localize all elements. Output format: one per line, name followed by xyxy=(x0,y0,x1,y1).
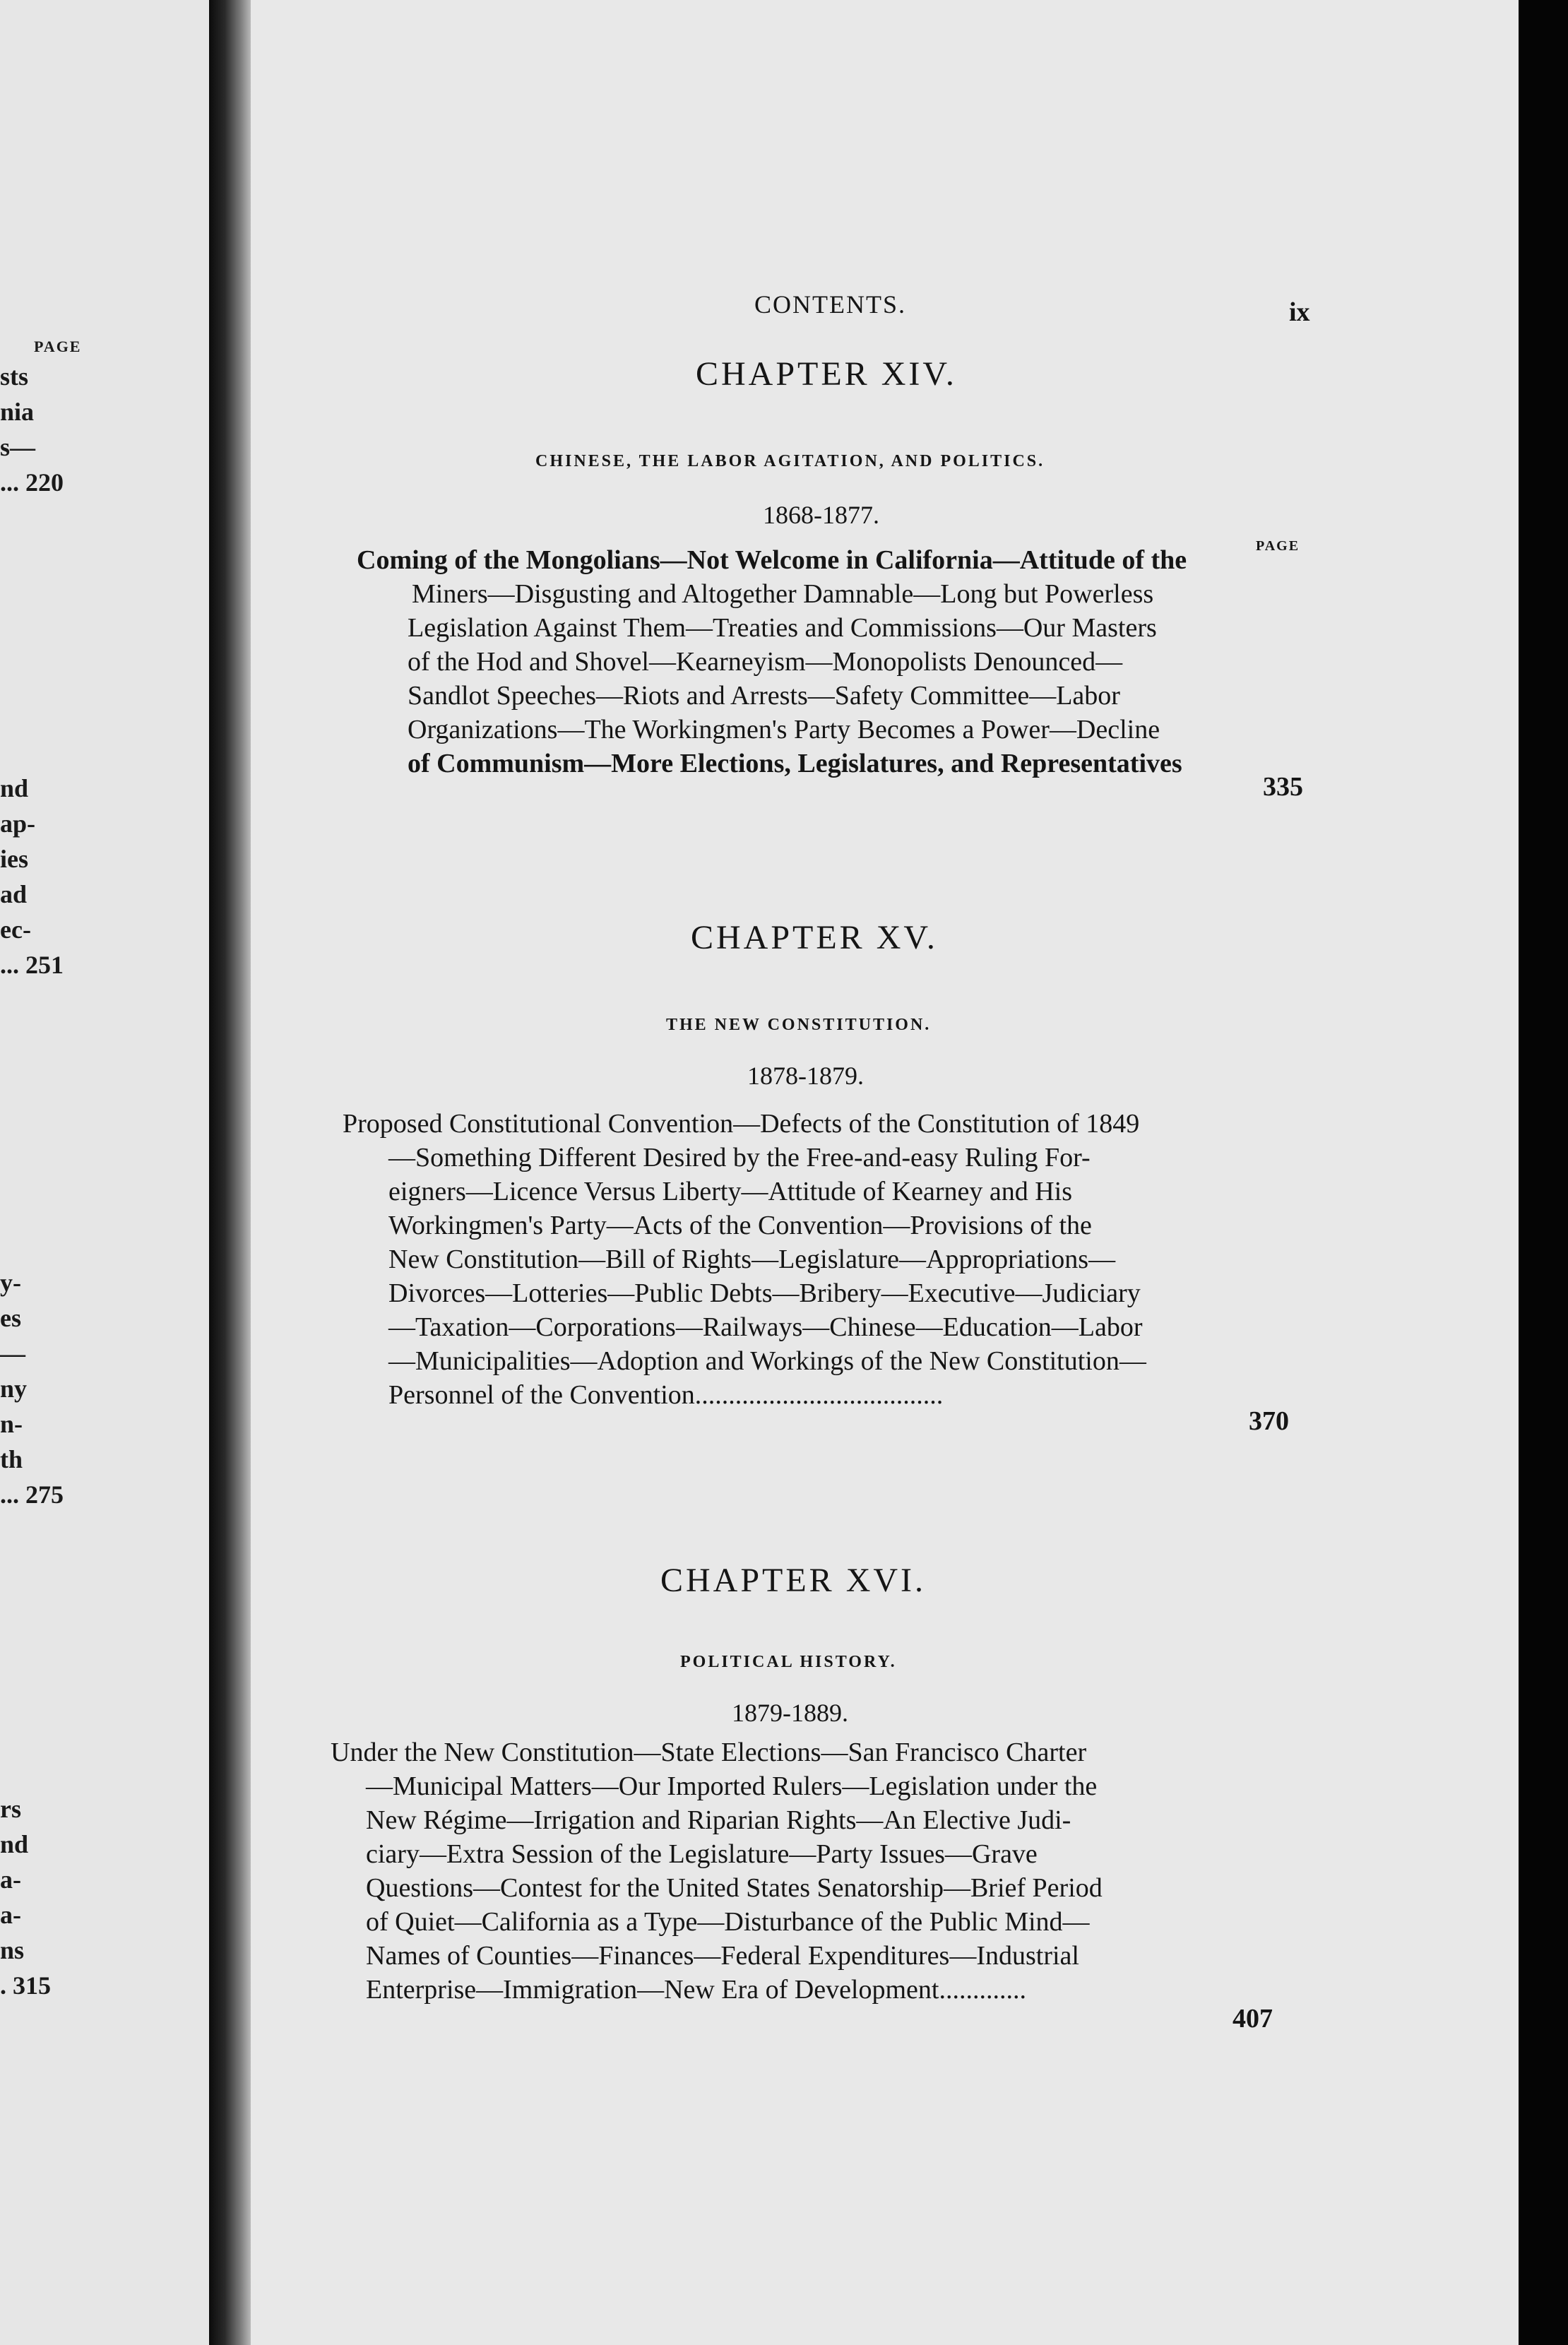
summary-line: Enterprise—Immigration—New Era of Development............. xyxy=(366,1975,1026,2005)
previous-page-fragment: a- xyxy=(0,1901,21,1929)
previous-page-fragment: n- xyxy=(0,1410,23,1438)
chapter-heading: CHAPTER XVI. xyxy=(660,1562,927,1599)
chapter-dates: 1868-1877. xyxy=(763,501,879,529)
previous-page-fragment: ... 251 xyxy=(0,951,64,979)
previous-page-fragment: rs xyxy=(0,1795,21,1823)
previous-page-fragment: sts xyxy=(0,362,29,391)
chapter-heading: CHAPTER XV. xyxy=(691,919,938,956)
chapter-dates: 1879-1889. xyxy=(732,1699,848,1727)
summary-line: Legislation Against Them—Treaties and Commissions—Our Masters xyxy=(408,613,1157,643)
book-gutter xyxy=(209,0,254,2345)
page-folio: ix xyxy=(1289,297,1310,327)
page-column-head: PAGE xyxy=(1256,538,1300,554)
previous-page-fragment: ... 220 xyxy=(0,468,64,497)
chapter-heading: CHAPTER XIV. xyxy=(696,355,957,393)
previous-page-fragment: y- xyxy=(0,1269,21,1297)
summary-line: New Constitution—Bill of Rights—Legislature—Appropriations— xyxy=(388,1245,1116,1274)
previous-page-fragment: es xyxy=(0,1304,21,1332)
summary-line: Workingmen's Party—Acts of the Convention—Provisions of the xyxy=(388,1211,1092,1240)
summary-line: Names of Counties—Finances—Federal Expenditures—Industrial xyxy=(366,1941,1079,1971)
previous-page-fragment: — xyxy=(0,1339,25,1367)
previous-page-fragment: . 315 xyxy=(0,1971,51,2000)
summary-line: Divorces—Lotteries—Public Debts—Bribery—Executive—Judiciary xyxy=(388,1278,1141,1308)
previous-page-fragment: ec- xyxy=(0,915,31,944)
chapter-page-number: 370 xyxy=(1249,1406,1289,1436)
previous-page-fragment: ... 275 xyxy=(0,1480,64,1509)
chapter-subject: POLITICAL HISTORY. xyxy=(680,1653,897,1671)
previous-page-fragment: ap- xyxy=(0,809,36,838)
summary-line: of Communism—More Elections, Legislatures, and Representatives xyxy=(408,749,1182,778)
summary-line: Miners—Disgusting and Altogether Damnable—Long but Powerless xyxy=(412,579,1154,609)
summary-line: Under the New Constitution—State Elections—San Francisco Charter xyxy=(331,1738,1087,1767)
summary-line: —Something Different Desired by the Free-and-easy Ruling For- xyxy=(388,1143,1091,1172)
chapter-subject: CHINESE, THE LABOR AGITATION, AND POLITICS. xyxy=(535,452,1045,470)
previous-page-fragment: ad xyxy=(0,880,28,908)
summary-line: of Quiet—California as a Type—Disturbance of the Public Mind— xyxy=(366,1907,1090,1937)
summary-line: —Municipalities—Adoption and Workings of the New Constitution— xyxy=(388,1346,1146,1376)
previous-page-fragment: nd xyxy=(0,774,29,802)
previous-page-edge xyxy=(0,0,212,2345)
summary-line: New Régime—Irrigation and Riparian Rights—An Elective Judi- xyxy=(366,1805,1071,1835)
chapter-subject: THE NEW CONSTITUTION. xyxy=(666,1016,932,1034)
summary-line: of the Hod and Shovel—Kearneyism—Monopolists Denounced— xyxy=(408,647,1123,677)
summary-line: Coming of the Mongolians—Not Welcome in California—Attitude of the xyxy=(357,545,1187,575)
running-head: CONTENTS. xyxy=(754,290,906,319)
previous-page-fragment: nd xyxy=(0,1830,29,1858)
previous-page-fragment: a- xyxy=(0,1865,21,1894)
chapter-page-number: 407 xyxy=(1233,2004,1273,2034)
previous-page-fragment: s— xyxy=(0,433,36,461)
previous-page-fragment: ies xyxy=(0,845,28,873)
summary-line: Organizations—The Workingmen's Party Becomes a Power—Decline xyxy=(408,715,1160,744)
summary-line: —Taxation—Corporations—Railways—Chinese—Education—Labor xyxy=(388,1312,1143,1342)
summary-line: ciary—Extra Session of the Legislature—Party Issues—Grave xyxy=(366,1839,1038,1869)
summary-line: Personnel of the Convention..................................... xyxy=(388,1380,944,1410)
previous-page-head: PAGE xyxy=(34,338,82,355)
summary-line: eigners—Licence Versus Liberty—Attitude of Kearney and His xyxy=(388,1177,1072,1206)
previous-page-fragment: ns xyxy=(0,1936,25,1964)
summary-line: Sandlot Speeches—Riots and Arrests—Safety Committee—Labor xyxy=(408,681,1120,711)
previous-page-fragment: ny xyxy=(0,1375,28,1403)
summary-line: Proposed Constitutional Convention—Defects of the Constitution of 1849 xyxy=(343,1109,1140,1139)
summary-line: Questions—Contest for the United States Senatorship—Brief Period xyxy=(366,1873,1103,1903)
chapter-dates: 1878-1879. xyxy=(747,1062,864,1090)
chapter-page-number: 335 xyxy=(1263,772,1303,802)
summary-line: —Municipal Matters—Our Imported Rulers—Legislation under the xyxy=(366,1771,1098,1801)
scan-border xyxy=(1519,0,1568,2345)
previous-page-fragment: th xyxy=(0,1445,23,1473)
previous-page-fragment: nia xyxy=(0,398,35,426)
